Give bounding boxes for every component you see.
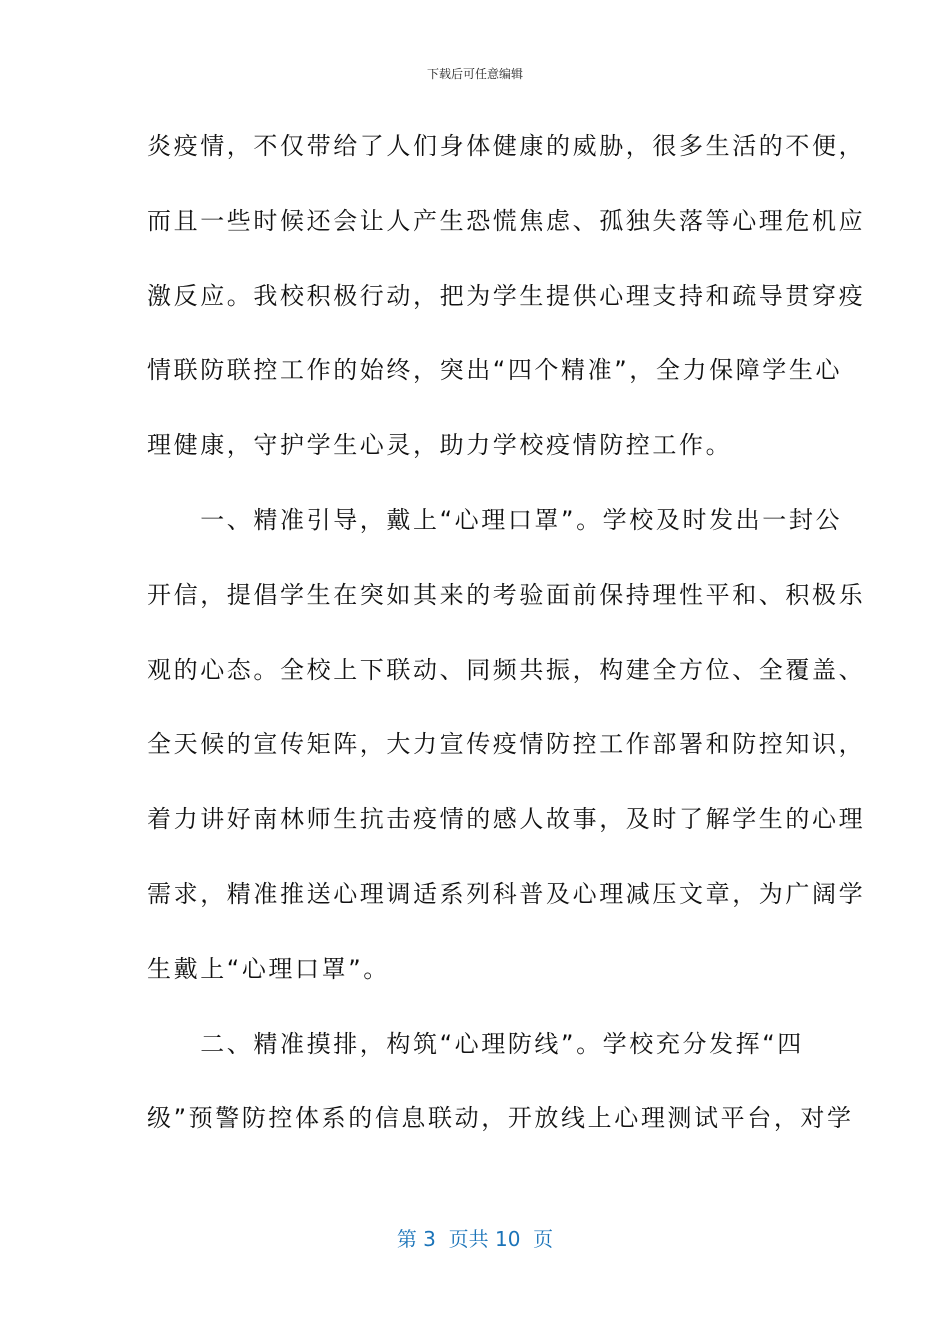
text-line: 开信，提倡学生在突如其来的考验面前保持理性平和、积极乐 [147,580,866,609]
text-line: 二、精准摸排，构筑“心理防线”。学校充分发挥“四 [147,1029,804,1058]
text-line: 生戴上“心理口罩”。 [147,954,390,983]
text-line: 级”预警防控体系的信息联动，开放线上心理测试平台，对学 [147,1104,854,1133]
text-line: 情联防联控工作的始终，突出“四个精准”，全力保障学生心 [147,356,843,385]
text-line: 炎疫情，不仅带给了人们身体健康的威胁，很多生活的不便， [147,132,866,160]
text-line: 观的心态。全校上下联动、同频共振，构建全方位、全覆盖、 [147,655,866,684]
text-line: 而且一些时候还会让人产生恐慌焦虑、孤独失落等心理危机应 [147,206,866,235]
page-number-footer: 第 3 页共 10 页 [396,1227,554,1251]
text-line: 激反应。我校积极行动，把为学生提供心理支持和疏导贯穿疫 [147,281,866,310]
text-line: 全天候的宣传矩阵，大力宣传疫情防控工作部署和防控知识， [147,730,866,759]
text-line: 着力讲好南林师生抗击疫情的感人故事，及时了解学生的心理 [147,805,866,834]
page-header: 下载后可任意编辑 [426,67,523,81]
text-line: 理健康，守护学生心灵，助力学校疫情防控工作。 [147,431,733,460]
text-line: 需求，精准推送心理调适系列科普及心理减压文章，为广阔学 [147,879,866,908]
text-line: 一、精准引导，戴上“心理口罩”。学校及时发出一封公 [147,505,843,534]
document-body [147,120,866,1167]
